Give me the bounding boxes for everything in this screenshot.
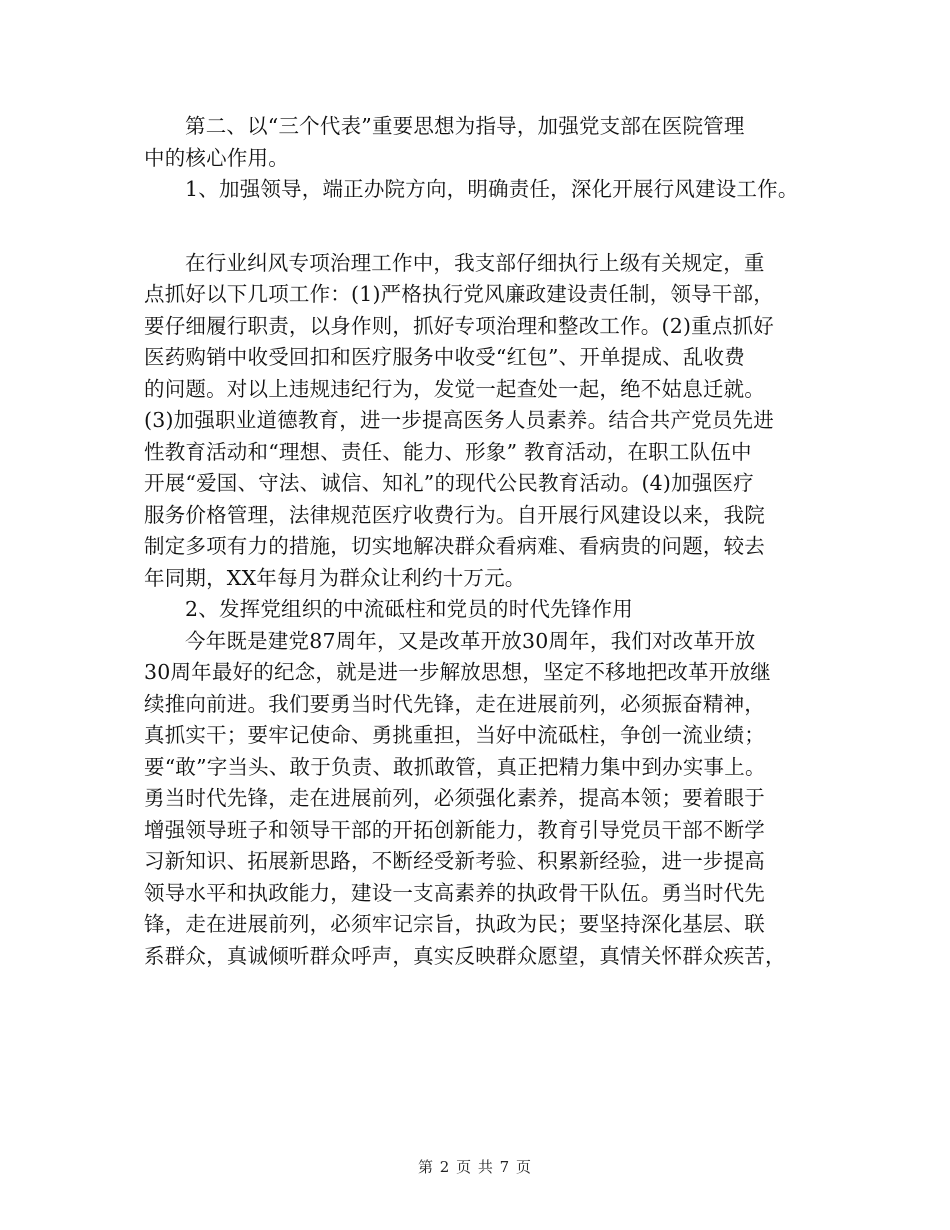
paragraph-line: 习新知识、拓展新思路，不断经受新考验、积累新经验，进一步提高 <box>144 849 765 873</box>
paragraph-line: 制定多项有力的措施，切实地解决群众看病难、看病贵的问题，较去 <box>144 534 765 558</box>
paragraph-line: 开展“爱国、守法、诚信、知礼”的现代公民教育活动。(4)加强医疗 <box>144 471 754 495</box>
paragraph-line: 今年既是建党87周年，又是改革开放30周年，我们对改革开放 <box>185 628 756 653</box>
document-body <box>144 111 824 972</box>
paragraph-line: (3)加强职业道德教育，进一步提高医务人员素养。结合共产党员先进 <box>144 408 774 432</box>
paragraph-gap <box>144 206 824 248</box>
paragraph-line: 领导水平和执政能力，建设一支高素养的执政骨干队伍。勇当时代先 <box>144 880 765 905</box>
paragraph-line: 要“敢”字当头、敢于负责、敢抓敢管，真正把精力集中到办实事上。 <box>144 754 766 779</box>
subsection-heading-2: 2、发挥党组织的中流砥柱和党员的时代先锋作用 <box>185 597 633 621</box>
paragraph-line: 增强领导班子和领导干部的开拓创新能力，教育引导党员干部不断学 <box>144 817 765 842</box>
paragraph-line: 续推向前进。我们要勇当时代先锋，走在进展前列，必须振奋精神， <box>144 691 765 716</box>
paragraph-line: 在行业纠风专项治理工作中，我支部仔细执行上级有关规定，重 <box>185 250 765 275</box>
paragraph-line: 服务价格管理，法律规范医疗收费行为。自开展行风建设以来，我院 <box>144 502 765 527</box>
paragraph-line: 医药购销中收受回扣和医疗服务中收受“红包”、开单提成、乱收费 <box>144 345 745 369</box>
subsection-heading-1: 1、加强领导，端正办院方向，明确责任，深化开展行风建设工作。 <box>185 177 799 201</box>
paragraph-line: 点抓好以下几项工作：(1)严格执行党风廉政建设责任制，领导干部， <box>144 282 774 306</box>
page-number-footer: 第 2 页 共 7 页 <box>418 1158 532 1176</box>
paragraph-line: 性教育活动和“理想、责任、能力、形象” 教育活动，在职工队伍中 <box>144 439 752 464</box>
paragraph-line: 的问题。对以上违规违纪行为，发觉一起查处一起，绝不姑息迁就。 <box>144 376 765 401</box>
paragraph-line: 年同期，XX年每月为群众让利约十万元。 <box>144 565 526 590</box>
section-heading-line: 中的核心作用。 <box>144 145 289 170</box>
paragraph-line: 系群众，真诚倾听群众呼声，真实反映群众愿望，真情关怀群众疾苦， <box>144 943 786 968</box>
paragraph-line: 要仔细履行职责，以身作则，抓好专项治理和整改工作。(2)重点抓好 <box>144 313 774 338</box>
paragraph-line: 锋，走在进展前列，必须牢记宗旨，执政为民；要坚持深化基层、联 <box>144 912 765 936</box>
paragraph-line: 勇当时代先锋，走在进展前列，必须强化素养，提高本领；要着眼于 <box>144 786 765 810</box>
paragraph-line: 30周年最好的纪念，就是进一步解放思想，坚定不移地把改革开放继 <box>144 660 771 684</box>
paragraph-line: 真抓实干；要牢记使命、勇挑重担，当好中流砥柱，争创一流业绩； <box>144 723 765 747</box>
section-heading-line: 第二、以“三个代表”重要思想为指导，加强党支部在医院管理 <box>185 114 745 138</box>
